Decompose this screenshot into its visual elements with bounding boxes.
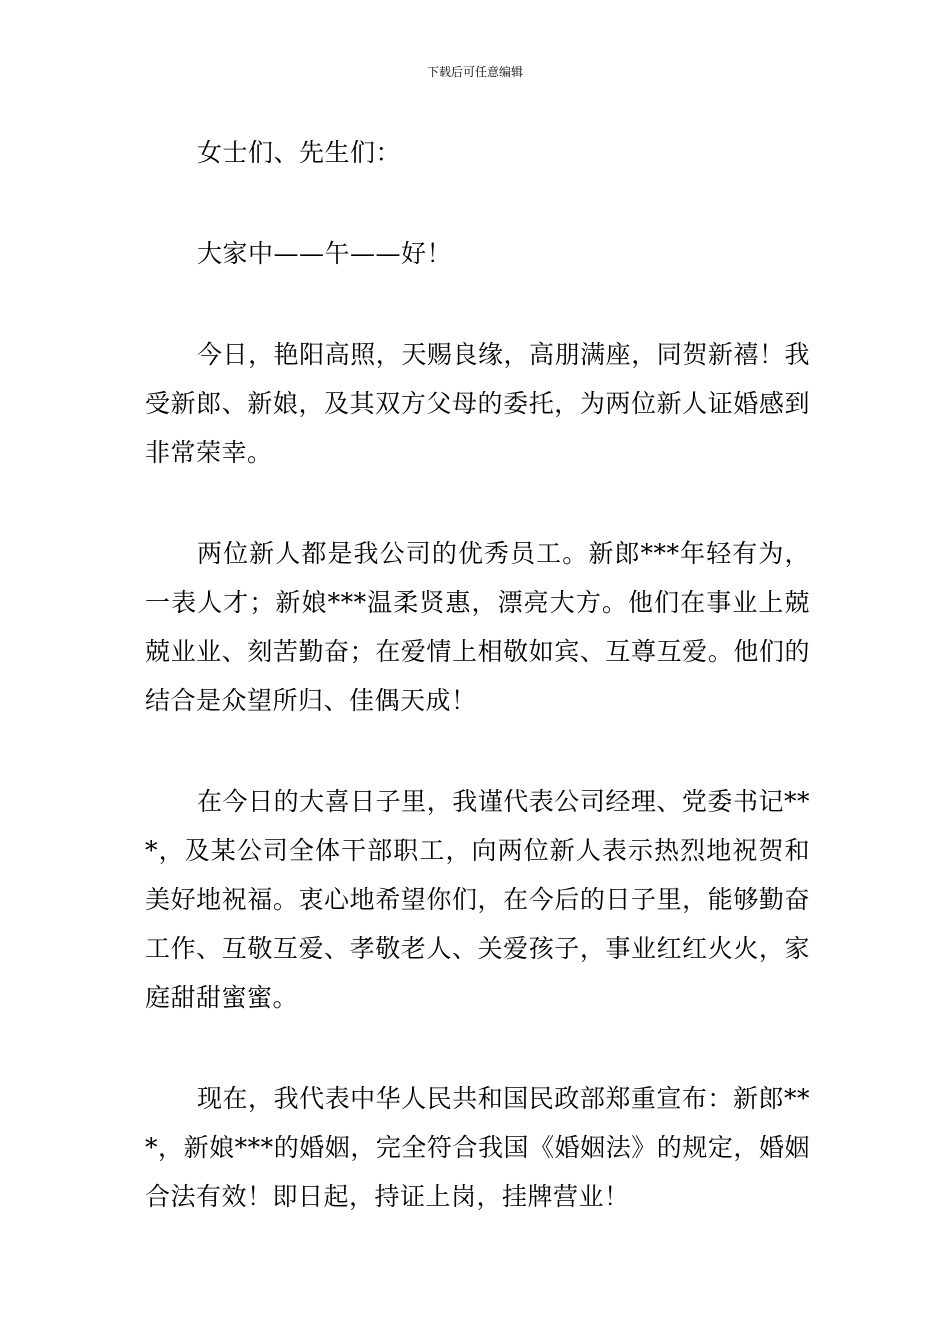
paragraph-salutation: 大家中——午——好！ — [197, 239, 453, 268]
paragraph-couple-intro: 两位新人都是我公司的优秀员工。新郎***年轻有为，一表人才；新娘***温柔贤惠，漂亮大方。他们在事业上兢兢业业、刻苦勤奋；在爱情上相敬如宾、互尊互爱。他们的结合是众望所归、佳偶天成！ — [145, 539, 810, 715]
paragraph-declaration: 现在，我代表中华人民共和国民政部郑重宣布：新郎***，新娘***的婚姻，完全符合我国《婚姻法》的规定，婚姻合法有效！即日起，持证上岗，挂牌营业！ — [145, 1084, 810, 1211]
paragraph-greeting: 女士们、先生们： — [197, 138, 402, 167]
paragraph-blessing: 在今日的大喜日子里，我谨代表公司经理、党委书记***，及某公司全体干部职工，向两位新人表示热烈地祝贺和美好地祝福。衷心地希望你们，在今后的日子里，能够勤奋工作、互敬互爱、孝敬老人、关爱孩子，事业红红火火，家庭甜甜蜜蜜。 — [145, 787, 810, 1012]
document-body — [145, 128, 810, 1273]
paragraph-opening: 今日，艳阳高照，天赐良缘，高朋满座，同贺新禧！我受新郎、新娘，及其双方父母的委托，为两位新人证婚感到非常荣幸。 — [145, 340, 810, 467]
page-header: 下载后可任意编辑 — [426, 65, 523, 79]
